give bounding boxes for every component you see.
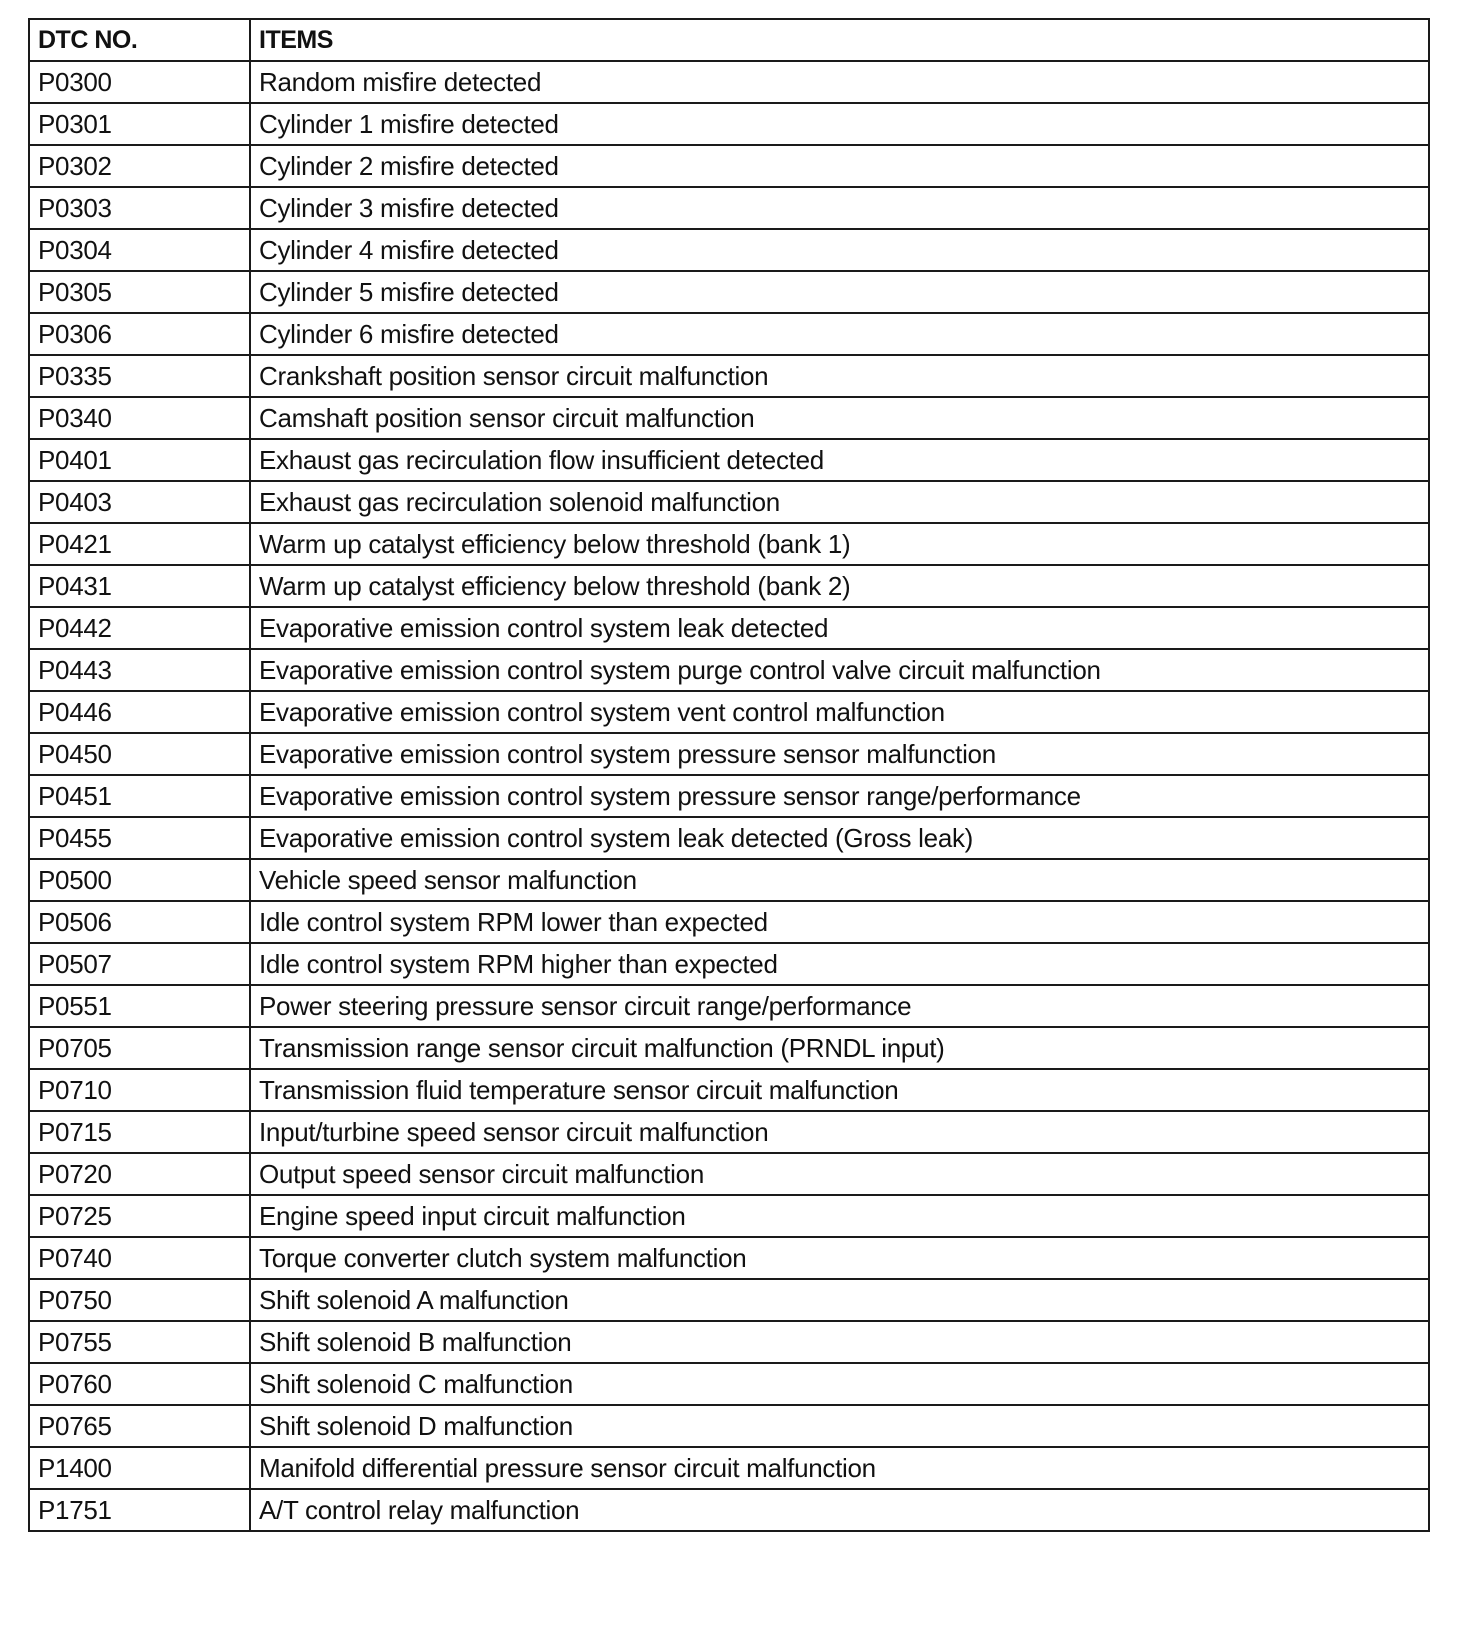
dtc-item-cell: Warm up catalyst efficiency below threshold (bank 1) [250,523,1429,565]
table-row [29,313,1429,355]
table-row [29,229,1429,271]
table-row [29,187,1429,229]
dtc-code-cell: P1400 [29,1447,250,1489]
dtc-code-cell: P0755 [29,1321,250,1363]
dtc-item-cell: Shift solenoid A malfunction [250,1279,1429,1321]
dtc-code-cell: P0750 [29,1279,250,1321]
dtc-item-cell: Shift solenoid C malfunction [250,1363,1429,1405]
dtc-item-cell: Cylinder 6 misfire detected [250,313,1429,355]
table-row [29,61,1429,103]
dtc-table [28,18,1430,1532]
dtc-item-cell: Evaporative emission control system leak detected (Gross leak) [250,817,1429,859]
dtc-code-cell: P0303 [29,187,250,229]
table-row [29,397,1429,439]
dtc-code-cell: P0301 [29,103,250,145]
table-body [29,61,1429,1531]
dtc-code-cell: P0302 [29,145,250,187]
dtc-code-cell: P0507 [29,943,250,985]
table-row [29,1027,1429,1069]
table-row [29,817,1429,859]
table-row [29,145,1429,187]
dtc-item-cell: Transmission range sensor circuit malfunction (PRNDL input) [250,1027,1429,1069]
dtc-item-cell: Evaporative emission control system vent control malfunction [250,691,1429,733]
dtc-item-cell: Power steering pressure sensor circuit range/performance [250,985,1429,1027]
table-row [29,1363,1429,1405]
dtc-code-cell: P0720 [29,1153,250,1195]
dtc-code-cell: P0401 [29,439,250,481]
table-header-row [29,19,1429,61]
table-row [29,649,1429,691]
dtc-item-cell: Cylinder 5 misfire detected [250,271,1429,313]
table-row [29,985,1429,1027]
dtc-item-cell: Output speed sensor circuit malfunction [250,1153,1429,1195]
table-row [29,943,1429,985]
table-row [29,481,1429,523]
dtc-code-cell: P0765 [29,1405,250,1447]
dtc-item-cell: Vehicle speed sensor malfunction [250,859,1429,901]
table-row [29,901,1429,943]
table-row [29,271,1429,313]
dtc-item-cell: Input/turbine speed sensor circuit malfunction [250,1111,1429,1153]
dtc-code-cell: P0506 [29,901,250,943]
dtc-code-cell: P0446 [29,691,250,733]
dtc-item-cell: Exhaust gas recirculation flow insufficient detected [250,439,1429,481]
dtc-code-cell: P0443 [29,649,250,691]
dtc-item-cell: Engine speed input circuit malfunction [250,1195,1429,1237]
dtc-item-cell: Manifold differential pressure sensor circuit malfunction [250,1447,1429,1489]
dtc-item-cell: Evaporative emission control system purge control valve circuit malfunction [250,649,1429,691]
dtc-code-cell: P0431 [29,565,250,607]
dtc-code-cell: P0760 [29,1363,250,1405]
dtc-code-cell: P0455 [29,817,250,859]
table-row [29,775,1429,817]
table-row [29,1279,1429,1321]
dtc-item-cell: Cylinder 2 misfire detected [250,145,1429,187]
header-items: ITEMS [250,19,1429,61]
dtc-item-cell: Exhaust gas recirculation solenoid malfunction [250,481,1429,523]
dtc-item-cell: Idle control system RPM lower than expected [250,901,1429,943]
dtc-code-cell: P0705 [29,1027,250,1069]
table-row [29,103,1429,145]
dtc-item-cell: A/T control relay malfunction [250,1489,1429,1531]
table-row [29,1237,1429,1279]
dtc-item-cell: Camshaft position sensor circuit malfunction [250,397,1429,439]
dtc-code-cell: P0300 [29,61,250,103]
dtc-code-cell: P0306 [29,313,250,355]
dtc-item-cell: Evaporative emission control system pressure sensor range/performance [250,775,1429,817]
table-row [29,691,1429,733]
dtc-item-cell: Idle control system RPM higher than expected [250,943,1429,985]
dtc-item-cell: Crankshaft position sensor circuit malfunction [250,355,1429,397]
dtc-item-cell: Cylinder 1 misfire detected [250,103,1429,145]
table-row [29,1111,1429,1153]
dtc-item-cell: Random misfire detected [250,61,1429,103]
dtc-code-cell: P0304 [29,229,250,271]
dtc-code-cell: P0340 [29,397,250,439]
table-row [29,1069,1429,1111]
dtc-item-cell: Cylinder 4 misfire detected [250,229,1429,271]
table-row [29,859,1429,901]
dtc-code-cell: P0740 [29,1237,250,1279]
dtc-item-cell: Warm up catalyst efficiency below threshold (bank 2) [250,565,1429,607]
dtc-code-cell: P0442 [29,607,250,649]
dtc-code-cell: P0500 [29,859,250,901]
table-row [29,1489,1429,1531]
dtc-code-cell: P0715 [29,1111,250,1153]
dtc-code-cell: P0725 [29,1195,250,1237]
table-row [29,1195,1429,1237]
dtc-item-cell: Evaporative emission control system leak detected [250,607,1429,649]
dtc-code-cell: P0421 [29,523,250,565]
dtc-item-cell: Transmission fluid temperature sensor circuit malfunction [250,1069,1429,1111]
table-row [29,1447,1429,1489]
dtc-code-cell: P0335 [29,355,250,397]
dtc-code-cell: P0710 [29,1069,250,1111]
table-row [29,1153,1429,1195]
dtc-item-cell: Shift solenoid D malfunction [250,1405,1429,1447]
table-row [29,439,1429,481]
table-row [29,565,1429,607]
dtc-item-cell: Shift solenoid B malfunction [250,1321,1429,1363]
table-row [29,607,1429,649]
dtc-code-cell: P0305 [29,271,250,313]
dtc-item-cell: Evaporative emission control system pressure sensor malfunction [250,733,1429,775]
dtc-code-cell: P1751 [29,1489,250,1531]
table-row [29,523,1429,565]
table-row [29,1321,1429,1363]
dtc-item-cell: Torque converter clutch system malfunction [250,1237,1429,1279]
table-row [29,355,1429,397]
dtc-code-cell: P0450 [29,733,250,775]
table-row [29,733,1429,775]
header-dtc-no: DTC NO. [29,19,250,61]
dtc-code-cell: P0451 [29,775,250,817]
table-row [29,1405,1429,1447]
dtc-code-cell: P0403 [29,481,250,523]
dtc-code-cell: P0551 [29,985,250,1027]
dtc-item-cell: Cylinder 3 misfire detected [250,187,1429,229]
